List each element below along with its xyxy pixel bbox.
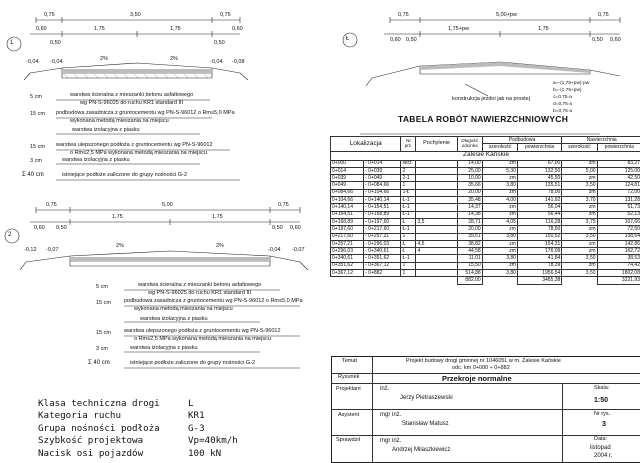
layer-desc: warstwa ulepszonego podłoża z gruntocementu wg PN-S-96012	[56, 142, 213, 148]
slope: 4	[416, 248, 457, 255]
sprawdzil-name: Andrzej Milaszkiewicz	[392, 447, 451, 453]
km-from: 0+257,21	[331, 240, 364, 247]
param-label: Szybkość projektowa	[38, 435, 144, 447]
table-group-row	[331, 151, 640, 160]
dim-top-left: 0,75	[46, 202, 57, 208]
layer-desc: warstwa ścieralna z mieszanki betonu asfaltowego	[70, 92, 194, 98]
dim-mid: 0,50	[272, 225, 283, 231]
surface-width: zm	[562, 262, 597, 269]
col-nawierzchnia: Nawierzchnia	[562, 137, 640, 144]
dim-top-center: 3,50	[130, 12, 141, 18]
param-row	[38, 410, 238, 422]
km-from: 0+084,66	[331, 189, 364, 196]
param-value: Vp=40km/h	[188, 435, 238, 447]
surface-width: 3,75	[562, 218, 597, 225]
subgrade-note: istniejące podłoże zaliczone do grupy nośności G-2	[130, 360, 256, 366]
surface-width: zm	[562, 248, 597, 255]
surface-width: zm	[562, 211, 597, 218]
dim-mid: 1,75	[112, 214, 123, 220]
col-powierzchnia: powierzchnia	[517, 144, 561, 151]
length: 20,00	[457, 226, 482, 233]
formula-line: b=-(1,75+pw)	[553, 88, 582, 93]
section-no: Ł-1	[401, 204, 416, 211]
base-width: 3,80	[482, 255, 517, 262]
km-from: 0+140,14	[331, 204, 364, 211]
slope	[416, 167, 457, 174]
section-no: 2-1	[401, 175, 416, 182]
param-label: Klasa techniczna drogi	[38, 398, 160, 409]
section-2-marker: 2	[8, 232, 12, 238]
section-no: 1	[401, 233, 416, 240]
base-area: 1956,54	[517, 270, 561, 277]
section-1-marker: 1	[10, 40, 14, 46]
layer-thickness: 15 cm	[30, 111, 45, 117]
dim-top-right: 0,75	[220, 12, 231, 18]
slope-label: -0,08	[232, 59, 245, 65]
surface-area: 1802,08	[597, 270, 640, 277]
dim-mid: 0,60	[390, 37, 401, 43]
dim-mid: 0,50	[50, 40, 61, 46]
layer-thickness: 5 cm	[30, 94, 42, 100]
base-area: 154,31	[517, 240, 561, 247]
layer-desc: warstwa ścieralna z mieszanki betonu asfaltowego	[138, 282, 262, 288]
surface-area: 125,00	[597, 167, 640, 174]
layer-thickness: 15 cm	[96, 300, 111, 306]
param-value: G-3	[188, 422, 205, 434]
dim-mid: 0,60	[34, 225, 45, 231]
slope-label: 2%	[116, 243, 124, 249]
section-no: Ł-1	[401, 255, 416, 262]
section-no: Ł	[401, 218, 416, 225]
surface-width: zm	[562, 240, 597, 247]
section-no: Ł-1	[401, 211, 416, 218]
slope-label: -0,12	[24, 247, 37, 253]
km-to: - 0+217,60	[364, 226, 401, 233]
slope-label: -0,07	[292, 247, 305, 253]
layer-desc-2: wykonana metodą mieszania na miejscu	[134, 306, 233, 312]
col-lokalizacja: Lokalizacja	[331, 137, 401, 152]
base-width: zm	[482, 226, 517, 233]
param-value: KR1	[188, 410, 205, 422]
col-pochylenie: Pochylenie	[416, 137, 457, 152]
km-from: 0+154,51	[331, 211, 364, 218]
surface-width: 3,50	[562, 233, 597, 240]
surface-width: zm	[562, 160, 597, 167]
base-width: zm	[482, 240, 517, 247]
col-powierzchnia: powierzchnia	[597, 144, 640, 151]
param-label: Nacisk osi pojazdów	[38, 447, 144, 459]
km-from: 0+039	[331, 175, 364, 182]
base-width: 4,05	[482, 218, 517, 225]
layer-desc: warstwa izolacyjna z piasku	[130, 345, 198, 351]
surface-area: 131,28	[597, 197, 640, 204]
length: 20,00	[457, 189, 482, 196]
dim-mid: 1,75	[212, 214, 223, 220]
surface-width: 3,50	[562, 182, 597, 189]
base-area: 135,51	[517, 182, 561, 189]
slope	[416, 160, 457, 167]
temat-label: Temat	[342, 358, 357, 364]
base-area: 87,00	[517, 160, 561, 167]
km-to: - 0+014	[364, 160, 401, 167]
table-row	[331, 175, 640, 182]
base-width: 3,80	[482, 182, 517, 189]
date-year: 2004 r.	[594, 453, 613, 459]
base-width: zm	[482, 204, 517, 211]
surface-area: 51,73	[597, 204, 640, 211]
param-row	[38, 423, 238, 435]
col-nr-prz: Nr prz.	[401, 137, 416, 152]
title-block	[331, 356, 640, 463]
surface-area: 162,72	[597, 248, 640, 255]
dim-mid: 0,50	[592, 37, 603, 43]
col-dlugosc: Długość odcinka	[457, 137, 482, 152]
base-area: 78,50	[517, 226, 561, 233]
col-szerokosc: szerokość	[562, 144, 597, 151]
km-from: 0+217,60	[331, 233, 364, 240]
base-width: zm	[482, 175, 517, 182]
length: 11,01	[457, 255, 482, 262]
pavement-works-table	[330, 136, 640, 285]
surface-area: 107,66	[597, 218, 640, 225]
layer-desc-2: o Rm≤2,5 MPa wykonana metodą mieszania na miejscu	[70, 150, 207, 156]
table-row	[331, 204, 640, 211]
slope	[416, 211, 457, 218]
param-value: L	[188, 398, 194, 409]
km-from: 0+168,89	[331, 218, 364, 225]
dim-mid: 0,50	[56, 225, 67, 231]
dim-top-center: 5,00+pw	[496, 12, 517, 18]
slope-label: 2%	[100, 56, 108, 62]
table-header-row	[331, 137, 640, 144]
layer-desc-2: wykonana metodą mieszania na miejscu	[70, 118, 169, 124]
section-no: skrz.	[401, 160, 416, 167]
dim-mid: 0,50	[406, 37, 417, 43]
slope	[416, 189, 457, 196]
base-width: 3,80	[482, 270, 517, 277]
km-to: - 0+296,03	[364, 240, 401, 247]
col-szerokosc: szerokość	[482, 144, 517, 151]
length: 44,58	[457, 248, 482, 255]
layer-desc: podbudowa zasadnicza z gruntocementu wg PN-S-96012 o Rm≤5,0 MPa	[124, 298, 303, 304]
scale-label: Skala:	[594, 385, 610, 391]
param-row	[38, 398, 238, 410]
surface-width: 3,70	[562, 197, 597, 204]
table-row	[331, 262, 640, 269]
length: 28,71	[457, 218, 482, 225]
km-from: 0+049	[331, 182, 364, 189]
col-podbudowa: Podbudowa	[482, 137, 562, 144]
base-width: 4,00	[482, 197, 517, 204]
slope-label: 2%	[170, 56, 178, 62]
dim-mid: 1,75	[94, 26, 105, 32]
section-no: Ł	[401, 248, 416, 255]
param-value: 100 kN	[188, 447, 222, 459]
table-row	[331, 211, 640, 218]
dim-top-right: 0,75	[278, 202, 289, 208]
dim-mid: 1,75+pw	[448, 26, 469, 32]
dim-top-center: 5,00	[162, 202, 173, 208]
param-row	[38, 448, 238, 460]
base-width: zm	[482, 262, 517, 269]
km-to: - 0+367,12	[364, 262, 401, 269]
slope	[416, 233, 457, 240]
slope-label: -0,04	[26, 59, 39, 65]
slope: 4,5	[416, 240, 457, 247]
km-from: 0+296,03	[331, 248, 364, 255]
total-base-area: 3485,38	[517, 277, 561, 284]
section-no: 1	[401, 182, 416, 189]
drawing-number: 3	[602, 421, 606, 428]
total-thickness: Σ 40 cm	[22, 172, 44, 178]
project-name: Projekt budowy drogi gminnej nr 104605L w m. Zalesie Kańskie	[406, 358, 561, 364]
date-month: listopad	[590, 445, 611, 451]
group-label: Zalesie Kańskie	[331, 151, 640, 160]
surface-area: 142,86	[597, 240, 640, 247]
totals-spacer	[331, 277, 458, 284]
rysunek-label: Rysunek	[338, 374, 360, 380]
asystent-label: Asystent	[338, 412, 360, 418]
slope	[416, 197, 457, 204]
table-row	[331, 160, 640, 167]
drawing-number-label: Nr rys.	[594, 411, 611, 417]
formula-line: b=0,75·a	[553, 109, 573, 114]
km-to: - 0+340,61	[364, 248, 401, 255]
base-width: zm	[482, 211, 517, 218]
base-area: 45,50	[517, 175, 561, 182]
layer-thickness: 15 cm	[30, 144, 45, 150]
surface-width: 3,50	[562, 270, 597, 277]
param-label: Grupa nośności podłoża	[38, 422, 160, 434]
layer-thickness: 3 cm	[96, 346, 108, 352]
table-row	[331, 197, 640, 204]
section-no: 1	[401, 262, 416, 269]
km-to: - 0+049	[364, 175, 401, 182]
dim-mid: 0,60	[232, 26, 243, 32]
km-from: 0+197,60	[331, 226, 364, 233]
base-area: 78,39	[517, 262, 561, 269]
slope	[416, 270, 457, 277]
layer-thickness: 3 cm	[30, 158, 42, 164]
base-area: 56,04	[517, 204, 561, 211]
subgrade-note: istniejące podłoże zaliczone do grupy nośności G-2	[62, 172, 188, 178]
surface-width: 5,00	[562, 167, 597, 174]
drawing-title: Przekroje normalne	[442, 374, 512, 383]
dim-top-right: 0,75	[598, 12, 609, 18]
layer-desc: podbudowa zasadnicza z gruntocementu wg PN-S-96012 o Rm≤5,0 MPa	[56, 110, 235, 116]
table-row	[331, 270, 640, 277]
km-from: 0+000	[331, 160, 364, 167]
layer-desc-2: wg PN-S-96025 do ruchu KR1 standard III	[148, 290, 252, 296]
base-width: zm	[482, 189, 517, 196]
length: 35,48	[457, 197, 482, 204]
km-from: 0+014	[331, 167, 364, 174]
section-no: 1-Ł	[401, 189, 416, 196]
base-area: 78,00	[517, 189, 561, 196]
project-range: odc. km 0+000 ÷ 0+882	[452, 365, 510, 371]
section-no: 2	[401, 167, 416, 174]
surface-area: 72,50	[597, 226, 640, 233]
slope	[416, 226, 457, 233]
dim-mid: 0,60	[36, 26, 47, 32]
surface-area: 52,13	[597, 211, 640, 218]
construction-note: konstrukcja jezdni jak na prostej	[452, 96, 530, 102]
section-no: 1	[401, 270, 416, 277]
length: 14,00	[457, 160, 482, 167]
km-to: - 0+257,21	[364, 233, 401, 240]
table-row	[331, 182, 640, 189]
slope	[416, 182, 457, 189]
surface-width: zm	[562, 189, 597, 196]
totals-gap	[482, 277, 517, 284]
layer-desc: warstwa izolacyjna z piasku	[72, 127, 140, 133]
km-to: - 0+039	[364, 167, 401, 174]
section-3-marker: Ł	[346, 36, 350, 42]
table-row	[331, 189, 640, 196]
base-area: 141,92	[517, 197, 561, 204]
table-body	[331, 160, 640, 277]
surface-area: 83,27	[597, 160, 640, 167]
surface-area: 72,00	[597, 189, 640, 196]
total-surface-area: 3221,93	[597, 277, 640, 284]
slope	[416, 262, 457, 269]
surface-width: zm	[562, 226, 597, 233]
layer-thickness: 15 cm	[96, 330, 111, 336]
asystent-name: Stanisław Matusz	[402, 421, 449, 427]
base-width: 5,30	[482, 167, 517, 174]
projektant-name: Jerzy Pietraszewski	[400, 395, 453, 401]
km-to: - 0+140,14	[364, 197, 401, 204]
param-row	[38, 435, 238, 447]
section-no: Ł	[401, 240, 416, 247]
length: 25,00	[457, 167, 482, 174]
slope: 3,5	[416, 218, 457, 225]
km-to: - 0+104,66	[364, 189, 401, 196]
table-row	[331, 226, 640, 233]
dim-mid: 0,60	[610, 37, 621, 43]
surface-area: 74,42	[597, 262, 640, 269]
layer-desc-2: wg PN-S-96025 do ruchu KR1 standard III	[80, 100, 184, 106]
surface-width: 3,50	[562, 255, 597, 262]
param-label: Kategoria ruchu	[38, 410, 121, 422]
dim-mid: 1,75	[538, 26, 549, 32]
sprawdzil-label: Sprawdził	[336, 437, 360, 443]
layer-desc-2: o Rm≤2,5 MPa wykonana metodą mieszania na miejscu	[134, 336, 271, 342]
slope	[416, 175, 457, 182]
table-row	[331, 255, 640, 262]
sprawdzil-title: mgr inż.	[380, 438, 402, 444]
dim-mid: 0,60	[290, 225, 301, 231]
base-area: 116,28	[517, 218, 561, 225]
table-row	[331, 240, 640, 247]
base-area: 132,50	[517, 167, 561, 174]
total-length: 882,00	[457, 277, 482, 284]
slope-label: -0,07	[46, 247, 59, 253]
table-title: TABELA ROBÓT NAWIERZCHNIOWYCH	[398, 114, 569, 124]
date-label: Data:	[594, 436, 608, 442]
surface-area: 42,50	[597, 175, 640, 182]
surface-area: 138,64	[597, 233, 640, 240]
design-parameters	[38, 398, 238, 460]
length: 14,38	[457, 211, 482, 218]
base-area: 56,44	[517, 211, 561, 218]
slope-label: -0,04	[268, 247, 281, 253]
slope	[416, 255, 457, 262]
layer-desc: warstwa izolacyjna z piasku	[62, 157, 130, 163]
layer-thickness: 5 cm	[96, 284, 108, 290]
totals-gap	[562, 277, 597, 284]
total-thickness: Σ 40 cm	[88, 360, 110, 366]
length: 514,88	[457, 270, 482, 277]
base-area: 41,84	[517, 255, 561, 262]
projektant-title: inż.	[380, 386, 390, 392]
surface-width: zm	[562, 204, 597, 211]
length: 35,66	[457, 182, 482, 189]
dim-top-left: 0,75	[398, 12, 409, 18]
surface-area: 124,81	[597, 182, 640, 189]
km-from: 0+104,66	[331, 197, 364, 204]
scale-value: 1:50	[594, 397, 609, 404]
km-to: - 0+197,60	[364, 218, 401, 225]
table-totals-row	[331, 277, 640, 284]
km-from: 0+340,61	[331, 255, 364, 262]
base-area: 176,09	[517, 248, 561, 255]
km-to: - 0+084,66	[364, 182, 401, 189]
superelevation-formula	[553, 80, 589, 115]
formula-line: c=0,75·a	[553, 95, 572, 100]
base-width: zm	[482, 160, 517, 167]
dim-mid: 1,75	[170, 26, 181, 32]
slope-label: -0,04	[50, 59, 63, 65]
slope-label: 2%	[216, 243, 224, 249]
formula-line: a=-(1,75+pw)·pw	[553, 81, 590, 86]
section-no: Ł-1	[401, 197, 416, 204]
length: 15,50	[457, 262, 482, 269]
dim-top-left: 0,75	[44, 12, 55, 18]
base-width: zm	[482, 248, 517, 255]
base-width: 3,80	[482, 233, 517, 240]
km-from: 0+367,12	[331, 270, 364, 277]
length: 38,82	[457, 240, 482, 247]
km-to: - 0+154,51	[364, 204, 401, 211]
asystent-title: mgr inż.	[380, 412, 402, 418]
length: 10,00	[457, 175, 482, 182]
formula-line: d=0,75·a	[553, 102, 573, 107]
slope-label: -0,04	[210, 59, 223, 65]
km-from: 0+351,62	[331, 262, 364, 269]
length: 39,61	[457, 233, 482, 240]
km-to: - 0+351,62	[364, 255, 401, 262]
slope	[416, 204, 457, 211]
km-to: - 0+882	[364, 270, 401, 277]
table-row	[331, 167, 640, 174]
table-row	[331, 233, 640, 240]
table-row	[331, 248, 640, 255]
km-to: - 0+168,89	[364, 211, 401, 218]
section-no: Ł-1	[401, 226, 416, 233]
layer-desc: warstwa izolacyjna z piasku	[140, 316, 208, 322]
dim-mid: 0,50	[214, 40, 225, 46]
surface-area: 38,53	[597, 255, 640, 262]
layer-desc: warstwa ulepszonego podłoża z gruntocementu wg PN-S-96012	[124, 328, 281, 334]
table-row	[331, 218, 640, 225]
length: 14,37	[457, 204, 482, 211]
projektant-label: Projektant	[336, 386, 361, 392]
base-area: 150,52	[517, 233, 561, 240]
surface-width: zm	[562, 175, 597, 182]
